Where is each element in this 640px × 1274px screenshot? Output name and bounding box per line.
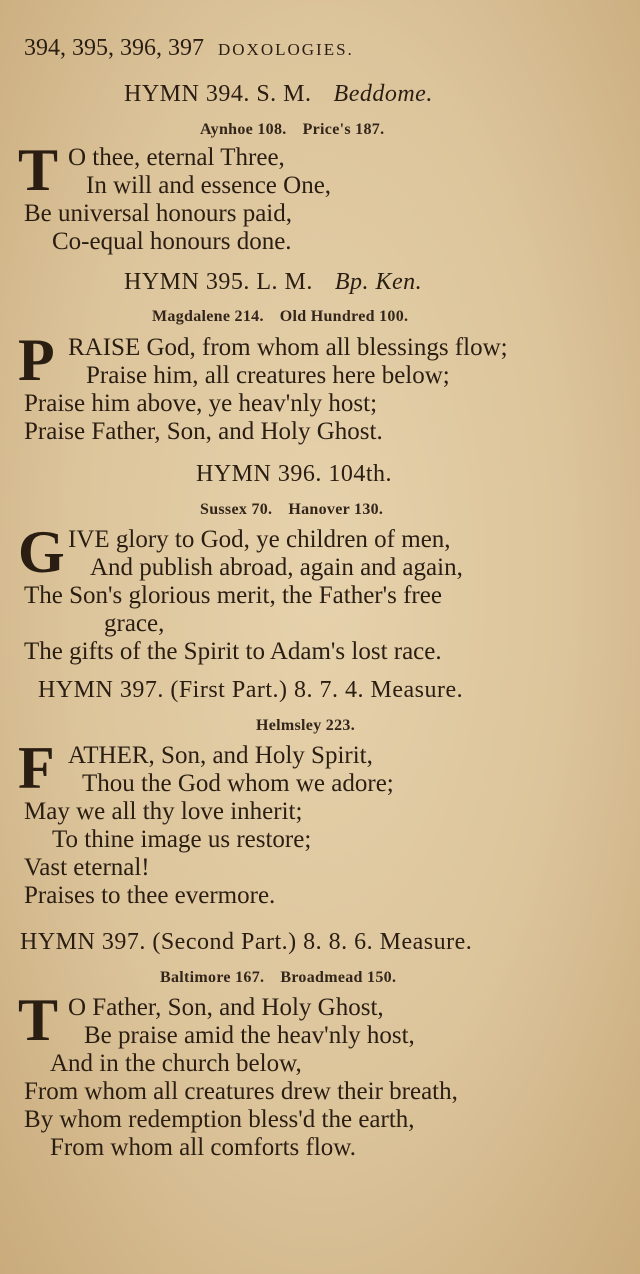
verse-line: Praise him above, ye heav'nly host; (24, 390, 378, 417)
page-numbers: 394, 395, 396, 397 (24, 35, 204, 61)
verse-line: grace, (104, 610, 165, 637)
verse-line: IVE glory to God, ye children of men, (68, 526, 451, 553)
tune-name: Old Hundred 100. (279, 308, 409, 325)
drop-cap: T (18, 137, 59, 203)
verse-line: Co-equal honours done. (52, 228, 292, 255)
verse-line: The gifts of the Spirit to Adam's lost race. (24, 638, 442, 665)
tune-references (160, 964, 396, 992)
tune-name: Magdalene 214. (152, 308, 264, 325)
tune-references (200, 116, 384, 144)
tune-name: Price's 187. (302, 121, 385, 138)
hymn-author: Beddome. (333, 81, 433, 107)
verse-line: Praises to thee evermore. (24, 882, 276, 909)
verse-line: By whom redemption bless'd the earth, (24, 1106, 415, 1133)
tune-references (200, 496, 383, 524)
hymn-title: HYMN 394. S. M. Beddome. (124, 81, 433, 107)
drop-cap: G (18, 519, 65, 585)
verse-line: O thee, eternal Three, (68, 144, 285, 171)
verse-line: Praise him, all creatures here below; (86, 362, 450, 389)
verse-line: RAISE God, from whom all blessings flow; (68, 334, 508, 361)
tune-name: Baltimore 167. (160, 969, 265, 986)
drop-cap: F (18, 735, 55, 801)
verse-line: From whom all creatures drew their breath, (24, 1078, 458, 1105)
verse-line: And in the church below, (50, 1050, 302, 1077)
verse-line: Vast eternal! (24, 854, 150, 881)
verse-line: ATHER, Son, and Holy Spirit, (68, 742, 373, 769)
verse-line: And publish abroad, again and again, (90, 554, 463, 581)
hymn-title: HYMN 397. (First Part.) 8. 7. 4. Measure. (38, 677, 464, 703)
verse-line: Be universal honours paid, (24, 200, 293, 227)
hymn-title: HYMN 397. (Second Part.) 8. 8. 6. Measure. (20, 929, 473, 955)
verse-line: From whom all comforts flow. (50, 1134, 356, 1161)
drop-cap: P (18, 327, 55, 393)
hymn-title: HYMN 395. L. M. Bp. Ken. (124, 269, 423, 295)
verse-line: In will and essence One, (86, 172, 332, 199)
tune-name: Broadmead 150. (280, 969, 397, 986)
tune-name: Sussex 70. (200, 501, 273, 518)
verse-line: Be praise amid the heav'nly host, (84, 1022, 415, 1049)
drop-cap: T (18, 987, 59, 1053)
tune-name: Hanover 130. (288, 501, 384, 518)
verse-line: Praise Father, Son, and Holy Ghost. (24, 418, 383, 445)
verse-line: May we all thy love inherit; (24, 798, 303, 825)
verse-line: Thou the God whom we adore; (82, 770, 394, 797)
tune-name: Aynhoe 108. (200, 121, 287, 138)
running-title: DOXOLOGIES. (218, 40, 354, 59)
tune-references (256, 712, 355, 740)
hymn-title: HYMN 396. 104th. (196, 461, 393, 487)
tune-name: Helmsley 223. (256, 717, 355, 734)
running-header (24, 34, 354, 64)
tune-references (152, 303, 408, 331)
verse-line: O Father, Son, and Holy Ghost, (68, 994, 384, 1021)
verse-line: To thine image us restore; (52, 826, 312, 853)
hymn-author: Bp. Ken. (334, 269, 423, 295)
verse-line: The Son's glorious merit, the Father's free (24, 582, 442, 609)
